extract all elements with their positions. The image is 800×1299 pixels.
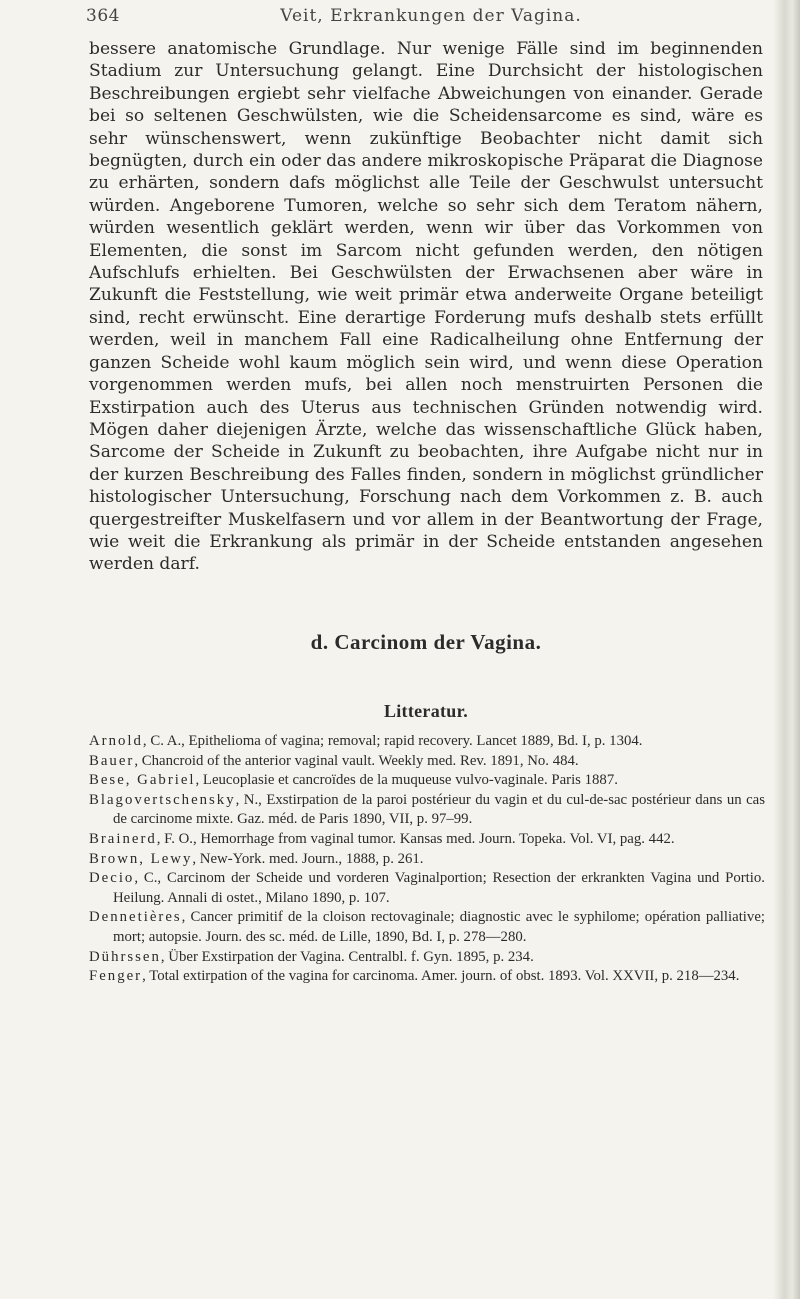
reference-item bbox=[89, 948, 765, 968]
reference-text: , Cancer primitif de la cloison rectovaginale; diagnostic avec le syphilome; opération palliative; mort; autopsie. Journ. des sc. méd. de Lille, 1890, Bd. I, p. 278—280. bbox=[113, 909, 765, 945]
reference-item bbox=[89, 791, 765, 830]
reference-author: Fenger bbox=[89, 968, 143, 985]
reference-author: Brown, Lewy bbox=[89, 850, 193, 867]
reference-text: , Leucoplasie et cancroïdes de la muqueuse vulvo-vaginale. Paris 1887. bbox=[195, 772, 618, 789]
reference-author: Brainerd bbox=[89, 830, 157, 847]
page-number: 364 bbox=[86, 6, 120, 26]
reference-text: , C. A., Epithelioma of vagina; removal; rapid recovery. Lancet 1889, Bd. I, p. 1304. bbox=[142, 733, 643, 749]
reference-author: Dührssen bbox=[89, 948, 161, 965]
reference-author: Arnold bbox=[89, 733, 143, 749]
reference-item bbox=[89, 967, 765, 987]
reference-item bbox=[89, 771, 765, 791]
reference-item bbox=[89, 752, 765, 772]
reference-item bbox=[89, 732, 765, 752]
section-heading: d. Carcinom der Vagina. bbox=[310, 630, 542, 654]
reference-text: , N., Exstirpation de la paroi postérieur du vagin et du cul-de-sac postérieur dans un cas de carcinome mixte. Gaz. méd. de Paris 1890, VII, p. 97–99. bbox=[113, 791, 765, 828]
reference-item bbox=[89, 830, 765, 850]
literature-heading: Litteratur. bbox=[383, 701, 469, 721]
body-paragraph: bessere anatomische Grundlage. Nur wenige Fälle sind im beginnenden Stadium zur Untersuchung gelangt. Eine Durchsicht der histologischen Beschreibungen ergiebt sehr vielfache Abweichungen von einander. Gerade bei so seltenen Geschwülsten, wie die Scheidensarcome es sind, wäre es sehr wünschenswert, wenn zukünftige Beobachter nicht damit sich begnügten, durch ein oder das andere mikroskopische Präparat die Diagnose zu erhärten, sondern dafs möglichst alle Teile der Geschwulst untersucht würden. Angeborene Tumoren, welche so sehr sich dem Teratom nähern, würden wesentlich geklärt werden, wenn wir über das Vorkommen von Elementen, die sonst im Sarcom nicht gefunden werden, den nötigen Aufschlufs erhielten. Bei Geschwülsten der Erwachsenen aber wäre in Zukunft die Feststellung, wie weit primär etwa anderweite Organe beteiligt sind, recht erwünscht. Eine derartige Forderung mufs deshalb stets erfüllt werden, weil in manchem Fall eine Radicalheilung ohne Entfernung der ganzen Scheide wohl kaum möglich sein wird, und wenn diese Operation vorgenommen werden mufs, bei allen noch menstruirten Personen die Exstirpation auch des Uterus aus technischen Gründen notwendig wird. Mögen daher diejenigen Ärzte, welche das wissenschaftliche Glück haben, Sarcome der Scheide in Zukunft zu beobachten, ihre Aufgabe nicht nur in der kurzen Beschreibung des Falles finden, sondern in möglichst gründlicher histologischer Untersuchung, Forschung nach dem Vorkommen z. B. auch quergestreifter Muskelfasern und vor allem in der Beantwortung der Frage, wie weit die Erkrankung als primär in der Scheide entstanden angesehen werden darf. bbox=[89, 39, 763, 575]
reference-text: , F. O., Hemorrhage from vaginal tumor. Kansas med. Journ. Topeka. Vol. VI, pag. 442. bbox=[156, 830, 675, 847]
reference-author: Decio bbox=[89, 870, 135, 887]
reference-text: , Über Exstirpation der Vagina. Centralbl. f. Gyn. 1895, p. 234. bbox=[160, 948, 534, 965]
reference-list bbox=[89, 732, 765, 987]
reference-item bbox=[89, 869, 765, 908]
page-edge-shadow bbox=[774, 0, 800, 1299]
reference-text: , New-York. med. Journ., 1888, p. 261. bbox=[192, 850, 424, 867]
reference-author: Blagovertschensky bbox=[89, 791, 236, 808]
running-head bbox=[86, 6, 776, 32]
reference-item bbox=[89, 850, 765, 870]
reference-text: , C., Carcinom der Scheide und vorderen Vaginalportion; Resection der erkrankten Vagina und Portio. Heilung. Annali di ostet., Milano 1890, p. 107. bbox=[113, 870, 765, 906]
reference-author: Dennetières bbox=[89, 909, 182, 926]
reference-author: Bese, Gabriel bbox=[89, 772, 196, 789]
reference-text: , Total extirpation of the vagina for carcinoma. Amer. journ. of obst. 1893. Vol. XXVII, p. 218—234. bbox=[142, 968, 740, 985]
reference-text: , Chancroid of the anterior vaginal vault. Weekly med. Rev. 1891, No. 484. bbox=[134, 752, 579, 769]
reference-author: Bauer bbox=[89, 752, 135, 769]
body-text bbox=[89, 38, 763, 576]
reference-item bbox=[89, 908, 765, 947]
running-title: Veit, Erkrankungen der Vagina. bbox=[280, 6, 582, 26]
